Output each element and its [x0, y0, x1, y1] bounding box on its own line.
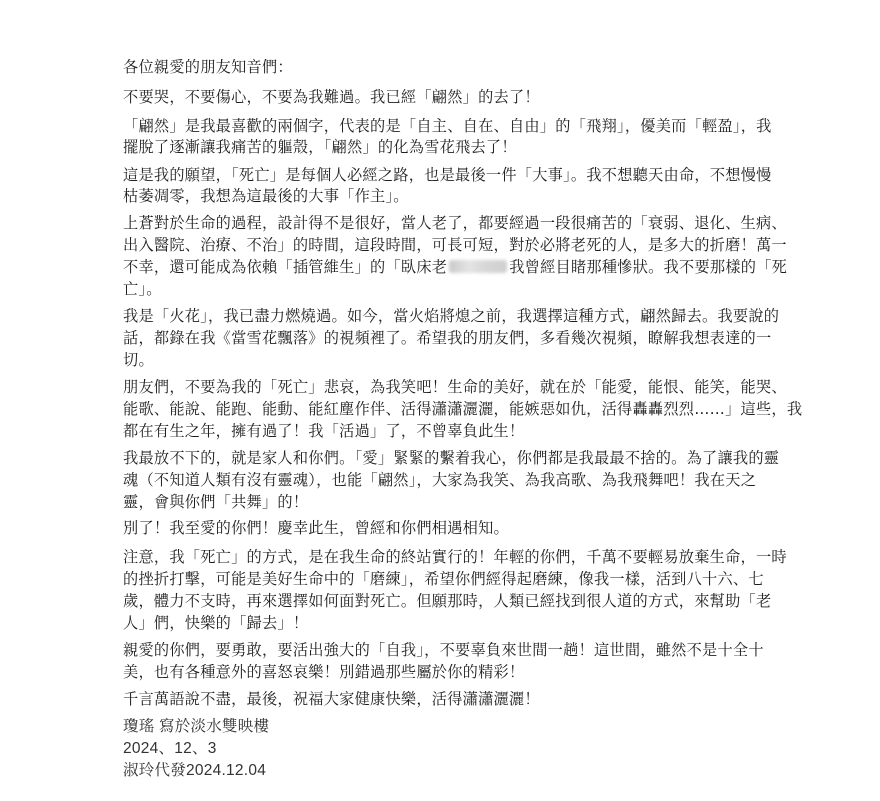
paragraph-1: 不要哭，不要傷心，不要為我難過。我已經「翩然」的去了！	[123, 88, 540, 106]
greeting: 各位親愛的朋友知音們：	[123, 58, 293, 76]
paragraph-9-line-1: 注意，我「死亡」的方式，是在我生命的終站實行的！年輕的你們，千萬不要輕易放棄生命，一時	[123, 548, 787, 566]
paragraph-7-line-2: 魂（不知道人類有沒有靈魂），也能「翩然」，大家為我笑、為我高歌、為我飛舞吧！我在天之	[123, 471, 757, 489]
paragraph-9-line-3: 歲，體力不支時，再來選擇如何面對死亡。但願那時，人類已經找到很人道的方式，來幫助「老	[123, 592, 772, 610]
paragraph-10-line-1: 親愛的你們，要勇敢，要活出強大的「自我」，不要辜負來世間一趟！這世間，雖然不是十全十	[123, 641, 764, 659]
paragraph-3-line-2: 枯萎凋零，我想為這最後的大事「作主」。	[123, 187, 409, 205]
paragraph-2-line-1: 「翩然」是我最喜歡的兩個字，代表的是「自主、自在、自由」的「飛翔」，優美而「輕盈」，我	[123, 117, 772, 135]
paragraph-4-line-2: 出入醫院、治療、不治」的時間，這段時間，可長可短，對於必將老死的人，是多大的折磨！萬一	[123, 236, 787, 254]
paragraph-4-line-3-end: 我曾經目睹那種慘狀。我不要那樣的「死	[509, 258, 788, 276]
paragraph-6-line-2: 能歌、能說、能跑、能動、能紅塵作伴、活得瀟瀟灑灑，能嫉惡如仇，活得轟轟烈烈……」這些，我	[123, 400, 803, 418]
posted-by: 淑玲代發2024.12.04	[123, 762, 267, 779]
paragraph-2-line-2: 擺脫了逐漸讓我痛苦的軀殼，「翩然」的化為雪花飛去了！	[123, 138, 517, 156]
paragraph-10-line-2: 美，也有各種意外的喜怒哀樂！別錯過那些屬於你的精彩！	[123, 663, 525, 681]
blurred-redaction	[449, 260, 507, 273]
paragraph-6-line-3: 都在有生之年，擁有過了！我「活過」了，不曾辜負此生！	[123, 422, 525, 440]
paragraph-5-line-1: 我是「火花」，我已盡力燃燒過。如今，當火焰將熄之前，我選擇這種方式，翩然歸去。我要說的	[123, 307, 780, 325]
paragraph-6-line-1: 朋友們，不要為我的「死亡」悲哀，為我笑吧！生命的美好，就在於「能愛，能恨、能笑，能哭、	[123, 378, 787, 396]
paragraph-5-line-2: 話，都錄在我《當雪花飄落》的視頻裡了。希望我的朋友們，多看幾次視頻，瞭解我想表達的一	[123, 329, 772, 347]
paragraph-9-line-2: 的挫折打擊，可能是美好生命中的「磨練」，希望你們經得起磨練，像我一樣，活到八十六、七	[123, 570, 764, 588]
paragraph-9-line-4: 人」們，快樂的「歸去」！	[123, 614, 309, 632]
paragraph-3-line-1: 這是我的願望，「死亡」是每個人必經之路，也是最後一件「大事」。我不想聽天由命，不想慢慢	[123, 166, 772, 184]
date: 2024、12、3	[123, 740, 217, 757]
paragraph-5-line-3: 切。	[123, 351, 154, 369]
paragraph-11: 千言萬語說不盡，最後，祝福大家健康快樂，活得瀟瀟灑灑！	[123, 690, 540, 708]
paragraph-7-line-1: 我最放不下的，就是家人和你們。「愛」緊緊的繫着我心，你們都是我最最不捨的。為了讓我的靈	[123, 449, 780, 467]
paragraph-4-line-1: 上蒼對於生命的過程，設計得不是很好，當人老了，都要經過一段很痛苦的「衰弱、退化、生病、	[123, 214, 787, 232]
paragraph-8: 別了！我至愛的你們！慶幸此生，曾經和你們相遇相知。	[123, 519, 509, 537]
paragraph-4-line-3	[123, 258, 787, 276]
paragraph-4-line-3-start: 不幸，還可能成為依賴「插管維生」的「臥床老	[123, 258, 448, 276]
paragraph-4-line-4: 亡」。	[123, 280, 162, 298]
signature: 瓊瑤 寫於淡水雙映樓	[123, 718, 270, 735]
paragraph-7-line-3: 靈，會與你們「共舞」的！	[123, 493, 309, 511]
